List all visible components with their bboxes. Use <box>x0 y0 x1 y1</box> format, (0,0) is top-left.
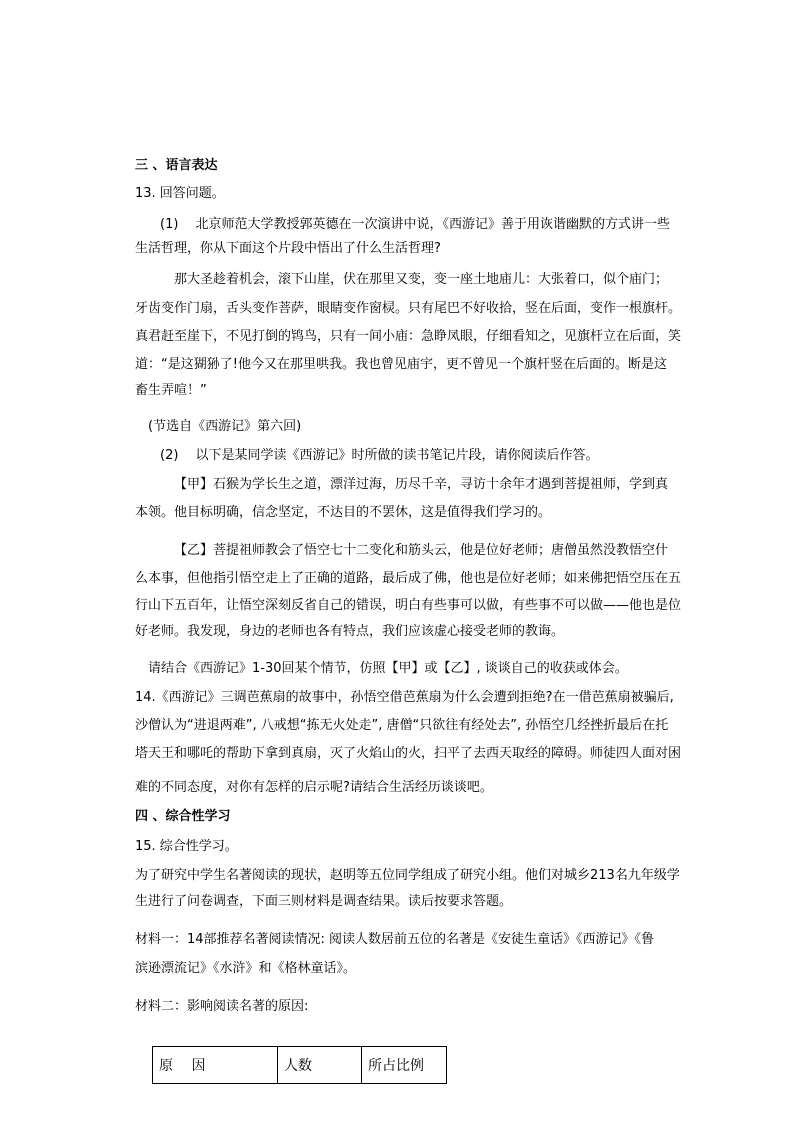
note-yi-line: 好老师。我发现，身边的老师也各有特点，我们应该虚心接受老师的教诲。 <box>135 624 565 639</box>
question-14-line: 难的不同态度，对你有怎样的启示呢?请结合生活经历谈谈吧。 <box>135 780 493 795</box>
note-jia-line: 本领。他目标明确，信念坚定，不达目的不罢休，这是值得我们学习的。 <box>135 505 552 520</box>
excerpt-line: 畜生弄喧！” <box>135 383 207 398</box>
question-14-line: 塔天王和哪吒的帮助下拿到真扇，灭了火焰山的火，扫平了去西天取经的障碍。师徒四人面对困 <box>135 746 682 761</box>
excerpt-line: 道：“是这猢狲了!他今又在那里哄我。我也曾见庙宇，更不曾见一个旗杆竖在后面的。断是这 <box>135 357 667 372</box>
table-header-row <box>153 1047 447 1084</box>
note-yi-line: 么本事，但他指引悟空走上了正确的道路，最后成了佛，他也是位好老师；如来佛把悟空压在五 <box>135 571 682 586</box>
table-header-ratio: 所占比例 <box>362 1047 447 1084</box>
note-yi-line: 行山下五百年，让悟空深刻反省自己的错误，明白有些事可以做，有些事不可以做——他也是位 <box>135 598 682 613</box>
excerpt-line: 那大圣趁着机会，滚下山崖，伏在那里又变，变一座土地庙儿：大张着口，似个庙门； <box>174 272 669 287</box>
excerpt-source: (节选自《西游记》第六回) <box>148 419 302 434</box>
section-3-heading: 三 、语言表达 <box>135 158 218 173</box>
table-header-reason: 原 因 <box>153 1047 278 1084</box>
note-yi-line: 【乙】菩提祖师教会了悟空七十二变化和筋头云，他是位好老师；唐僧虽然没教悟空什 <box>174 543 669 558</box>
question-15-title: 15. 综合性学习。 <box>135 839 238 854</box>
excerpt-line: 真君赶至崖下，不见打倒的鸨鸟，只有一间小庙：急睁凤眼，仔细看知之，见旗杆立在后面，笑 <box>135 329 682 344</box>
material-2-label: 材料二：影响阅读名著的原因: <box>135 999 309 1014</box>
survey-intro-line: 生进行了问卷调查，下面三则材料是调查结果。读后按要求答题。 <box>135 894 513 909</box>
reasons-table <box>152 1046 447 1084</box>
question-13-2: (2) 以下是某同学读《西游记》时所做的读书笔记片段，请你阅读后作答。 <box>160 448 599 463</box>
question-13-1-line-1: (1) 北京师范大学教授郭英德在一次演讲中说，《西游记》善于用诙谐幽默的方式讲一些 <box>160 217 671 232</box>
note-jia-line: 【甲】石猴为学长生之道，漂洋过海，历尽千辛，寻访十余年才遇到菩提祖师，学到真 <box>174 477 669 492</box>
excerpt-line: 牙齿变作门扇，舌头变作菩萨，眼睛变作窗棂。只有尾巴不好收拾，竖在后面，变作一根旗杆。 <box>135 301 682 316</box>
table-header-count: 人数 <box>278 1047 362 1084</box>
material-1-line: 材料一：14部推荐名著阅读情况: 阅读人数居前五位的名著是《安徒生童话》《西游记》《鲁 <box>135 932 655 947</box>
question-14-line: 沙僧认为“进退两难”, 八戒想“拣无火处走”, 唐僧“只欲往有经处去”, 孙悟空几经挫折最后在托 <box>135 718 669 733</box>
material-1-line: 滨逊漂流记》《水浒》和《格林童话》。 <box>135 961 357 976</box>
survey-intro-line: 为了研究中学生名著阅读的现状，赵明等五位同学组成了研究小组。他们对城乡213名九年级学 <box>135 868 680 883</box>
question-13-title: 13. 回答问题。 <box>135 186 225 201</box>
section-4-heading: 四 、综合性学习 <box>135 809 231 824</box>
question-14-line: 14.《西游记》三调芭蕉扇的故事中，孙悟空借芭蕉扇为什么会遭到拒绝?在一借芭蕉扇被骗后, <box>135 690 674 705</box>
instruction-line: 请结合《西游记》1-30回某个情节，仿照【甲】或【乙】, 谈谈自己的收获或体会。 <box>148 661 628 676</box>
question-13-1-line-2: 生活哲理，你从下面这个片段中悟出了什么生活哲理? <box>135 241 441 256</box>
